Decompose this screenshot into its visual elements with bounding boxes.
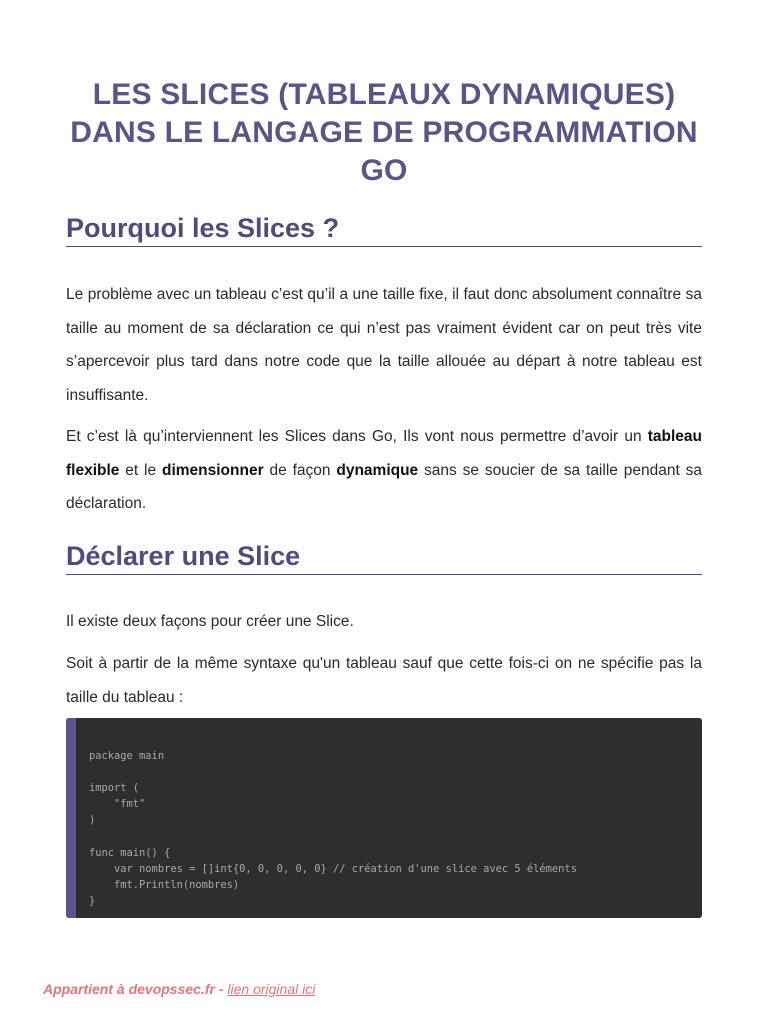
bold-tableau-flexible: tableau flexible (66, 428, 702, 479)
section-heading-pourquoi: Pourquoi les Slices ? (66, 213, 702, 247)
para-text: de façon (263, 461, 337, 479)
bold-dimensionner: dimensionner (161, 461, 264, 479)
section-heading-declarer: Déclarer une Slice (66, 541, 702, 575)
para-text: sans se soucier de sa taille pendant sa déclaration. (66, 461, 702, 512)
footer-text: Appartient à devopssec.fr - (43, 981, 228, 997)
title-line-3: GO (360, 154, 408, 187)
paragraph-probleme-tableau: Le problème avec un tableau c’est qu’il a une taille fixe, il faut donc absolument connaître sa taille au moment de sa déclaration ce qui n’est pas vraiment évident car on peut très vite s’apercevoir plus tard dans notre code que la taille allouée au départ à notre tableau est insuffisante. (66, 286, 702, 404)
code-block-accent-bar (66, 718, 76, 918)
paragraph-syntaxe-tableau: Soit à partir de la même syntaxe qu'un tableau sauf que cette fois-ci on ne spécifie pas la taille du tableau : (66, 655, 702, 706)
para-text: et le (119, 461, 162, 479)
para-text: Et c’est là qu’interviennent les Slices dans Go, Ils vont nous permettre d’avoir un (66, 428, 648, 445)
paragraph-deux-facons: Il existe deux façons pour créer une Slice. (66, 613, 354, 630)
bold-dynamique: dynamique (336, 461, 419, 479)
paragraph-slices-go (66, 420, 702, 521)
original-link[interactable]: lien original ici (227, 981, 316, 997)
title-line-2: DANS LE LANGAGE DE PROGRAMMATION (70, 116, 698, 149)
code-content: package main import ( "fmt" ) func main() { var nombres = []int{0, 0, 0, 0, 0} // création d'une slice avec 5 éléments fmt.Println(nombres) } (89, 750, 577, 907)
footer-attribution (43, 981, 315, 997)
title-line-1: LES SLICES (TABLEAUX DYNAMIQUES) (92, 78, 676, 111)
code-block (66, 718, 702, 918)
document-title (66, 76, 702, 190)
